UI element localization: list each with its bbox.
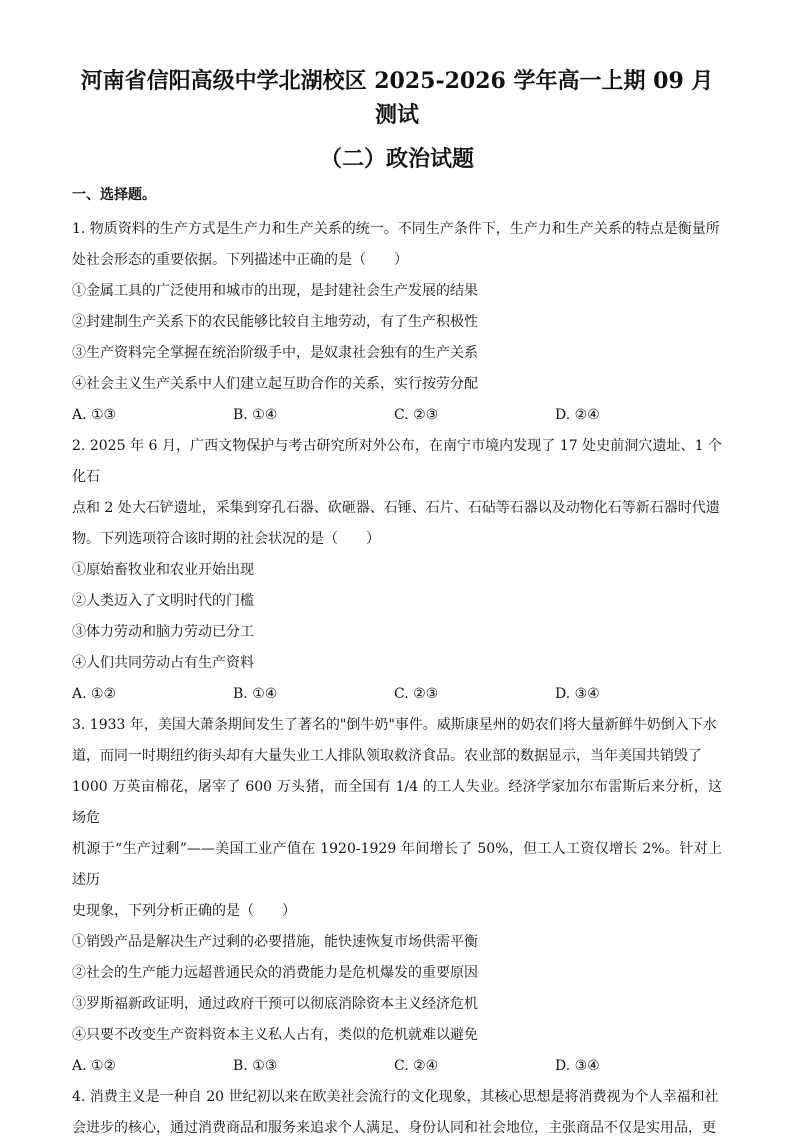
statement: ①销毁产品是解决生产过剩的必要措施，能快速恢复市场供需平衡 <box>72 934 478 950</box>
statement: ③生产资料完全掌握在统治阶级手中，是奴隶社会独有的生产关系 <box>72 345 478 361</box>
statement: ②人类迈入了文明时代的门槛 <box>72 593 254 609</box>
option-a[interactable]: A. ①② <box>72 1058 117 1074</box>
option-d[interactable]: D. ②④ <box>555 407 600 423</box>
question-3 <box>72 710 722 1082</box>
option-d[interactable]: D. ③④ <box>555 686 600 702</box>
question-stem-line: 会进步的核心，通过消费商品和服务来追求个人满足、身份认同和社会地位，主张商品不仅是实用品，更 <box>72 1120 716 1136</box>
question-1 <box>72 214 722 431</box>
option-a[interactable]: A. ①② <box>72 686 117 702</box>
answer-options <box>72 679 722 710</box>
option-d[interactable]: D. ③④ <box>555 1058 600 1074</box>
question-stem-line: 点和 2 处大石铲遗址，采集到穿孔石器、砍砸器、石锤、石片、石砧等石器以及动物化石等新石器时代遗 <box>72 500 720 516</box>
statement: ①原始畜牧业和农业开始出现 <box>72 562 254 578</box>
exam-title-line1: 河南省信阳高级中学北湖校区 2025-2026 学年高一上期 09 月测试 <box>80 68 714 128</box>
exam-title-line2: （二）政治试题 <box>319 146 474 172</box>
question-stem-line: 2. 2025 年 6 月，广西文物保护与考古研究所对外公布，在南宁市境内发现了 17 处史前洞穴遗址、1 个化石 <box>72 438 722 485</box>
question-stem-line: 1. 物质资料的生产方式是生产力和生产关系的统一。不同生产条件下，生产力和生产关系的特点是衡量所 <box>72 221 720 237</box>
answer-options <box>72 1051 722 1082</box>
option-a[interactable]: A. ①③ <box>72 407 117 423</box>
option-b[interactable]: B. ①④ <box>233 407 278 423</box>
question-4 <box>72 1082 722 1144</box>
statement: ④人们共同劳动占有生产资料 <box>72 655 254 671</box>
statement: ③体力劳动和脑力劳动已分工 <box>72 624 254 640</box>
option-c[interactable]: C. ②④ <box>394 1058 439 1074</box>
question-stem-line: 4. 消费主义是一种自 20 世纪初以来在欧美社会流行的文化现象，其核心思想是将消费视为个人幸福和社 <box>72 1089 719 1105</box>
question-stem-line: 道，而同一时期纽约街头却有大量失业工人排队领取救济食品。农业部的数据显示，当年美国共销毁了 <box>72 748 702 764</box>
statement: ④社会主义生产关系中人们建立起互助合作的关系，实行按劳分配 <box>72 376 478 392</box>
statement: ②社会的生产能力远超普通民众的消费能力是危机爆发的重要原因 <box>72 965 478 981</box>
question-2 <box>72 431 722 710</box>
option-c[interactable]: C. ②③ <box>394 686 439 702</box>
question-stem-line: 处社会形态的重要依据。下列描述中正确的是（ ） <box>72 252 408 268</box>
option-c[interactable]: C. ②③ <box>394 407 439 423</box>
question-stem-line: 1000 万英亩棉花，屠宰了 600 万头猪，而全国有 1/4 的工人失业。经济学家加尔布雷斯后来分析，这场危 <box>72 779 722 826</box>
statement: ①金属工具的广泛使用和城市的出现，是封建社会生产发展的结果 <box>72 283 478 299</box>
statement: ③罗斯福新政证明，通过政府干预可以彻底消除资本主义经济危机 <box>72 996 478 1012</box>
question-stem-line: 史现象，下列分析正确的是（ ） <box>72 903 296 919</box>
statement: ④只要不改变生产资料资本主义私人占有，类似的危机就难以避免 <box>72 1027 478 1043</box>
option-b[interactable]: B. ①③ <box>233 1058 278 1074</box>
question-stem-line: 物。下列选项符合该时期的社会状况的是（ ） <box>72 531 380 547</box>
answer-options <box>72 400 722 431</box>
question-stem-line: 3. 1933 年，美国大萧条期间发生了著名的"倒牛奶"事件。威斯康星州的奶农们将大量新鲜牛奶倒入下水 <box>72 717 717 733</box>
question-stem-line: 机源于“生产过剩”——美国工业产值在 1920-1929 年间增长了 50%，但工人工资仅增长 2%。针对上述历 <box>72 841 722 888</box>
statement: ②封建制生产关系下的农民能够比较自主地劳动，有了生产积极性 <box>72 314 478 330</box>
option-b[interactable]: B. ①④ <box>233 686 278 702</box>
section-heading: 一、选择题。 <box>72 187 156 203</box>
